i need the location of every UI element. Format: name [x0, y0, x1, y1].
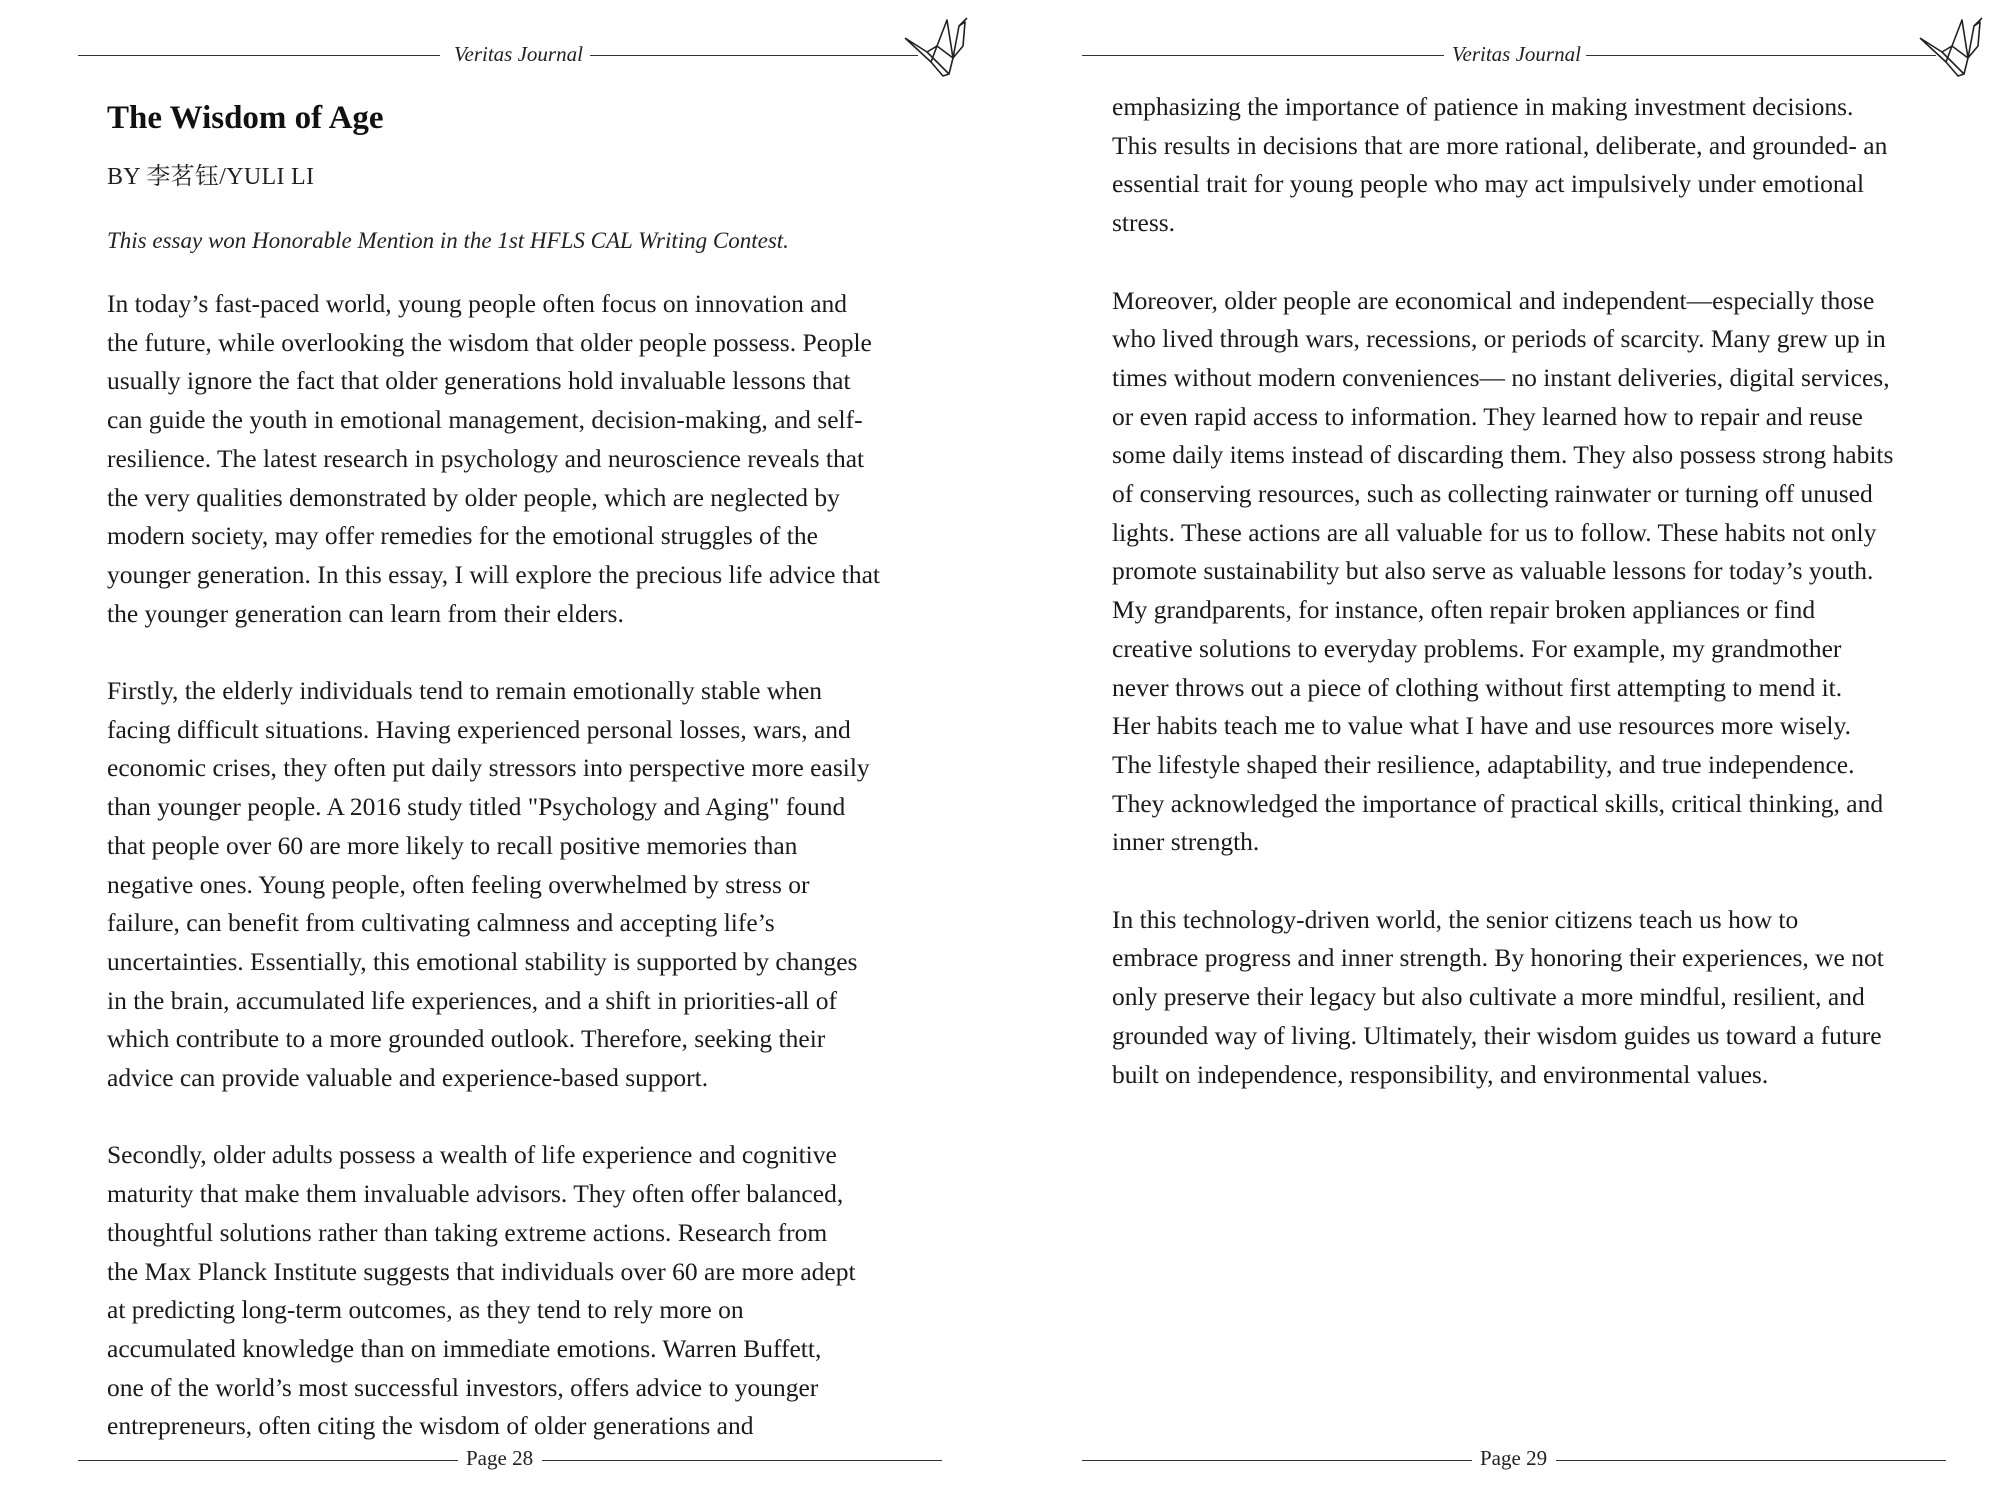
paragraph — [1112, 88, 1912, 243]
text-line: usually ignore the fact that older generations hold invaluable lessons that — [107, 366, 851, 396]
text-line: The lifestyle shaped their resilience, adaptability, and true independence. — [1112, 749, 1855, 779]
paragraph — [1112, 282, 1912, 863]
header-rule-left — [78, 55, 440, 56]
page-number: Page 28 — [466, 1446, 534, 1470]
text-line: advice can provide valuable and experience-based support. — [107, 1063, 709, 1093]
text-line: grounded way of living. Ultimately, their wisdom guides us toward a future — [1112, 1020, 1882, 1050]
text-line: who lived through wars, recessions, or periods of scarcity. Many grew up in — [1112, 324, 1886, 354]
text-line: one of the world’s most successful investors, offers advice to younger — [107, 1372, 819, 1402]
footer-rule-left — [78, 1460, 458, 1461]
text-line: In this technology-driven world, the senior citizens teach us how to — [1112, 904, 1799, 934]
text-line: modern society, may offer remedies for the emotional struggles of the — [107, 521, 818, 551]
header-rule-right — [1586, 55, 1936, 56]
text-line: in the brain, accumulated life experiences, and a shift in priorities-all of — [107, 985, 838, 1015]
footer-rule-left — [1082, 1460, 1472, 1461]
text-line: promote sustainability but also serve as valuable lessons for today’s youth. — [1112, 556, 1874, 586]
text-line: emphasizing the importance of patience in making investment decisions. — [1112, 92, 1854, 121]
text-line: essential trait for young people who may act impulsively under emotional — [1112, 169, 1865, 199]
header-rule-left — [1082, 55, 1444, 56]
paper-crane-icon — [1918, 16, 1984, 80]
article-byline: BY 李茗钰/YULI LI — [107, 164, 315, 190]
text-line: some daily items instead of discarding them. They also possess strong habits — [1112, 440, 1894, 470]
text-line: only preserve their legacy but also cultivate a more mindful, resilient, and — [1112, 982, 1865, 1012]
footer-rule-right — [542, 1460, 942, 1461]
text-line: times without modern conveniences— no instant deliveries, digital services, — [1112, 362, 1890, 392]
text-line: of conserving resources, such as collecting rainwater or turning off unused — [1112, 479, 1873, 509]
text-line: which contribute to a more grounded outlook. Therefore, seeking their — [107, 1024, 826, 1054]
text-line: or even rapid access to information. They learned how to repair and reuse — [1112, 401, 1863, 431]
page-header — [78, 38, 968, 74]
left-body-text — [107, 285, 907, 1485]
text-line: accumulated knowledge than on immediate emotions. Warren Buffett, — [107, 1333, 822, 1363]
text-line: that people over 60 are more likely to recall positive memories than — [107, 830, 798, 860]
article-title: The Wisdom of Age — [107, 100, 384, 136]
text-line: maturity that make them invaluable advisors. They often offer balanced, — [107, 1179, 844, 1209]
journal-name: Veritas Journal — [1452, 42, 1581, 66]
paper-crane-icon — [903, 16, 969, 80]
text-line: younger generation. In this essay, I will explore the precious life advice that — [107, 559, 881, 589]
text-line: They acknowledged the importance of practical skills, critical thinking, and — [1112, 788, 1884, 818]
text-line: entrepreneurs, often citing the wisdom of older generations and — [107, 1411, 754, 1441]
text-line: economic crises, they often put daily stressors into perspective more easily — [107, 753, 870, 783]
text-line: Moreover, older people are economical and independent—especially those — [1112, 285, 1875, 315]
page-number: Page 29 — [1480, 1446, 1548, 1470]
right-page — [1000, 0, 2000, 1500]
text-line: My grandparents, for instance, often repair broken appliances or find — [1112, 595, 1816, 625]
award-note: This essay won Honorable Mention in the 1st HFLS CAL Writing Contest. — [107, 228, 789, 253]
text-line: negative ones. Young people, often feeling overwhelmed by stress or — [107, 869, 810, 899]
journal-name: Veritas Journal — [454, 42, 583, 66]
text-line: the future, while overlooking the wisdom that older people possess. People — [107, 327, 872, 357]
paragraph — [107, 672, 907, 1098]
header-rule-right — [590, 55, 918, 56]
page-header — [1082, 38, 1972, 74]
text-line: Her habits teach me to value what I have and use resources more wisely. — [1112, 711, 1851, 741]
text-line: inner strength. — [1112, 827, 1260, 857]
paragraph — [1112, 901, 1912, 1095]
text-line: stress. — [1112, 208, 1176, 238]
text-line: built on independence, responsibility, and environmental values. — [1112, 1059, 1769, 1089]
paragraph — [107, 285, 907, 633]
page-footer — [78, 1446, 948, 1476]
right-body-text — [1112, 88, 1912, 1133]
text-line: Secondly, older adults possess a wealth of life experience and cognitive — [107, 1140, 837, 1170]
text-line: can guide the youth in emotional management, decision-making, and self- — [107, 405, 863, 435]
paragraph — [107, 1136, 907, 1446]
text-line: lights. These actions are all valuable for us to follow. These habits not only — [1112, 517, 1877, 547]
text-line: This results in decisions that are more rational, deliberate, and grounded- an — [1112, 130, 1888, 160]
footer-rule-right — [1556, 1460, 1946, 1461]
text-line: the Max Planck Institute suggests that individuals over 60 are more adept — [107, 1256, 856, 1286]
text-line: creative solutions to everyday problems. For example, my grandmother — [1112, 633, 1842, 663]
text-line: failure, can benefit from cultivating calmness and accepting life’s — [107, 908, 775, 938]
text-line: resilience. The latest research in psychology and neuroscience reveals that — [107, 443, 865, 473]
text-line: In today’s fast-paced world, young people often focus on innovation and — [107, 289, 848, 318]
text-line: the younger generation can learn from their elders. — [107, 598, 624, 628]
page-footer — [1082, 1446, 1952, 1476]
text-line: than younger people. A 2016 study titled "Psychology and Aging" found — [107, 792, 846, 822]
text-line: the very qualities demonstrated by older people, which are neglected by — [107, 482, 840, 512]
text-line: uncertainties. Essentially, this emotional stability is supported by changes — [107, 946, 858, 976]
text-line: at predicting long-term outcomes, as they tend to rely more on — [107, 1295, 744, 1325]
text-line: never throws out a piece of clothing without first attempting to mend it. — [1112, 672, 1843, 702]
text-line: Firstly, the elderly individuals tend to remain emotionally stable when — [107, 676, 823, 706]
text-line: thoughtful solutions rather than taking extreme actions. Research from — [107, 1217, 828, 1247]
text-line: facing difficult situations. Having experienced personal losses, wars, and — [107, 714, 851, 744]
text-line: embrace progress and inner strength. By honoring their experiences, we not — [1112, 943, 1884, 973]
